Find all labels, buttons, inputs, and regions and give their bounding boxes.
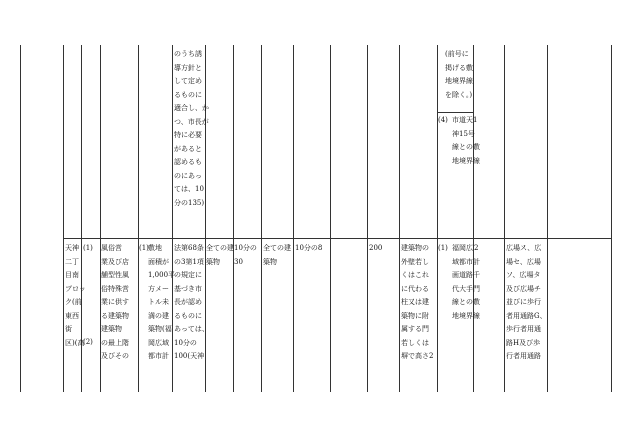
table-rule xyxy=(473,45,474,392)
lower-col2-num1: (1) xyxy=(83,244,93,252)
lower-district-name: 天神 二丁 目南 ブロッ ク(前 東西 街 区)(高 xyxy=(65,244,86,347)
upper-col5-text: のうち誘 導方針と して定め るものに 適合し、か つ、市長が 特に必要 があると 認めるも のにあっ ては、10 分の135) xyxy=(174,50,209,207)
lower-col2-num2: (2) xyxy=(83,338,93,346)
table-rule xyxy=(399,45,400,392)
lower-col13-text: 2 xyxy=(474,244,479,252)
lower-col8-text: 10分の8 xyxy=(295,244,323,252)
lower-col7-text: 全ての建 築物 xyxy=(263,244,291,266)
lower-col6-text: 10分の 30 xyxy=(234,244,257,266)
lower-col5-text: 全ての建 築物 xyxy=(206,244,234,266)
table-rule xyxy=(330,45,331,392)
table-rule xyxy=(63,45,64,392)
lower-col10-text: 200 xyxy=(369,244,383,252)
upper-col13-text-a: (前号に 掲げる敷 地境界線 を除く。) xyxy=(445,50,473,99)
lower-col12-text: 福岡広 域都市計 画道路千 代大手門 線との敷 地境界線 xyxy=(452,244,480,320)
table-rule xyxy=(261,45,262,392)
table-rule xyxy=(611,45,612,392)
lower-col12-num: (1) xyxy=(438,244,448,252)
lower-col3-text: 敷地 面積が 1,000平 方メー トル未 満の建 築物(福 岡広域 都市計 xyxy=(148,244,176,360)
lower-col4-text: 法第68条 の3第1項 の規定に 基づき市 長が認め るものに あっては、 10分の 100(天神 xyxy=(174,244,209,360)
lower-col14-text: 広場ス、広 場セ、広場 ソ、広場タ 及び広場チ 並びに歩行 者用通路G、 歩行者用通 路H及び歩 行者用通路 xyxy=(506,244,547,360)
row-divider xyxy=(63,238,611,239)
table-rule xyxy=(293,45,294,392)
table-rule xyxy=(367,45,368,392)
table-rule xyxy=(20,45,21,392)
table-rule xyxy=(547,45,548,392)
upper-col13-text-b: 市道天1 神15号 線との敷 地境界線 xyxy=(452,116,480,165)
row-divider xyxy=(437,112,473,113)
table-rule xyxy=(233,45,234,392)
lower-col3-num: (1) xyxy=(139,244,149,252)
upper-col13-num: (4) xyxy=(438,116,448,124)
lower-col11-text: 建築物の 外壁若し くはこれ に代わる 柱又は建 築物に附 属する門 若しくは 塀で高さ2 xyxy=(401,244,434,360)
table-rule xyxy=(504,45,505,392)
lower-col2-text: 風俗営 業及び店 舗型性風 俗特殊営 業に供す る建築物 建築物 の最上階 及びその xyxy=(101,244,129,360)
table-rule xyxy=(437,45,438,392)
table-rule xyxy=(138,45,139,392)
